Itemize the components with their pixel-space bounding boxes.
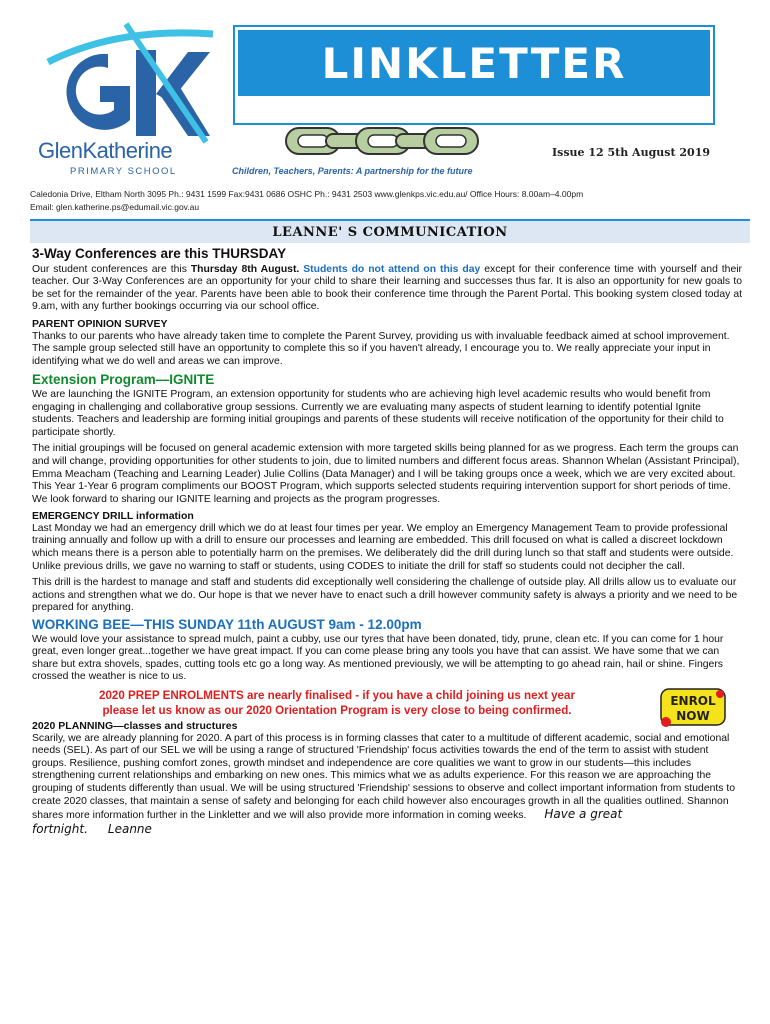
tagline: Children, Teachers, Parents: A partnership for the future [232,166,473,176]
logo-name: GlenKatherine [38,138,173,163]
title-banner [235,27,713,123]
ignite-paragraph-1: We are launching the IGNITE Program, an extension opportunity for students who are achieving high level academic results who would benefit from engaging in challenging and collaborative group sessions. Currently we are evaluating many aspects of student learning to identify potential Ignite students. Teachers and leadership are forming initial groupings and parents of these students will receive notification of the opportunity for their child to participate shortly. [32,388,724,438]
survey-paragraph: Thanks to our parents who have already taken time to complete the Parent Survey, providing us with invaluable feedback aimed at school improvement. The sample group selected still have an opportunity to complete this so if you haven't already, I encourage you to. We really appreciate your input in identifying what we do well and areas we can improve. [32,330,730,367]
chain-link-icon [282,120,482,162]
signature: Leanne [107,821,152,836]
working-bee-paragraph: We would love your assistance to spread mulch, paint a cubby, use our tyres that have been donated, tidy, prune, clean etc. If you can come for 1 hour great, even longer great...together we have great impact. If you can come please bring any tools you have that can assist. We have some that we can share but extra shovels, spades, cutting tools etc go a long way. As mentioned previously, we will be attempting to go ahead rain, hail or shine. Fingers crossed the weather is nice to us. [32,633,724,683]
section-header [30,219,750,243]
working-bee-heading: WORKING BEE—THIS SUNDAY 11th AUGUST 9am - 12.00pm [32,617,422,633]
issue-number: Issue 12 5th August 2019 [552,146,710,159]
badge-text-2: NOW [676,709,710,723]
drill-paragraph-2: This drill is the hardest to manage and staff and students did exceptionally well considering the challenge of outside play. All drills allow us to evaluate our actions and strengthen what we do. Our hope is that we never have to enact such a drill however community safety is always a priority and we need to be prepared for anything. [32,577,738,614]
newsletter-title: LINKLETTER [321,38,627,88]
ignite-heading: Extension Program—IGNITE [32,372,215,388]
enrol-now-badge [658,686,728,728]
planning-paragraph: Scarily, we are already planning for 2020. A part of this process is in forming classes that cater to a multitude of different academic, social and emotional needs (SEL). As part of our SEL we will be using a range of structured 'Friendship' focus activities towards the end of the term to assist with student groups. Resilience, pushing comfort zones, growth mindset and independence are core qualities we want to grow in our students—this includes strengthening current relationships and embarking on new ones. This mimics what we as adults experience. For this reason we are approaching the grouping of students differently than usual. We will be using structured 'Friendship' sessions to observe and collect important information from students to create 2020 classes, that maintain a sense of safety and belonging for each child however also encourages growth in all the qualities outlined. Shannon shares more information further in the Linkletter and we will also provide more information in coming weeks. Have a great fortnight. Leanne [32,732,736,836]
contact-address: Caledonia Drive, Eltham North 3095 Ph.: 9431 1599 Fax:9431 0686 OSHC Ph.: 9431 2503 www.glenkps.vic.edu.au/ Office Hours: 8.00am–4.00pm [30,189,584,199]
enrolment-line-1: 2020 PREP ENROLMENTS are nearly finalised - if you have a child joining us next year [99,689,575,702]
conferences-heading: 3-Way Conferences are this THURSDAY [32,246,287,261]
conferences-paragraph: Our student conferences are this Thursday 8th August. Students do not attend on this day except for their conference time with yourself and their teacher. Our 3-Way Conferences are an opportunity for your child to share their learning and successes thus far. It is also an opportunity for new goals to be set for the remainder of the year. Parents have been able to book their conference time through the Parent Portal. This booking system closed today at 9.am, with any further bookings occurring via our school office. [32,263,742,313]
drill-heading: EMERGENCY DRILL information [32,510,194,523]
contact-info [30,188,583,214]
main-content [32,248,742,841]
enrolment-line-2: please let us know as our 2020 Orientation Program is very close to being confirmed. [102,704,572,717]
contact-email: Email: glen.katherine.ps@edumail.vic.gov.au [30,202,200,212]
logo-subtitle: PRIMARY SCHOOL [70,166,177,177]
survey-heading: PARENT OPINION SURVEY [32,317,168,330]
planning-heading: 2020 PLANNING—classes and structures [32,720,238,732]
signoff: Have a great fortnight. [32,807,623,836]
badge-text-1: ENROL [670,694,716,708]
logo-wordmark [38,138,228,177]
ignite-paragraph-2: The initial groupings will be focused on general academic extension with more targeted skills being planned for as we progress. Each term the groups can and will change, providing opportunities for other students to join, due to limited numbers and different focus areas. Shannon Whelan (Assistant Principal), Emma Meacham (Teaching and Learning Leader) Julie Collins (Data Manager) and I will be taking groups once a week, which we are very excited about. This Year 1-Year 6 program compliments our BOOST Program, which supports selected students requiring intervention support for short periods of time. We look forward to sharing our IGNITE learning and projects as the program progresses. [32,443,740,505]
section-title: LEANNE' S COMMUNICATION [272,224,508,240]
drill-paragraph-1: Last Monday we had an emergency drill which we do at least four times per year. We employ an Emergency Management Team to provide professional training annually and follow up with a drill to ensure our processes and learning are embedded. This drill focused on what is called a discreet lockdown which means there is a person able to potentially harm on the premises. We deliberately did the drill during lunch so that staff and students were outside. Unlike previous drills, we gave no warning to staff or students, using CODES to initiate the drill for staff so students could not decipher the call. [32,522,734,572]
enrolment-notice [32,688,742,723]
